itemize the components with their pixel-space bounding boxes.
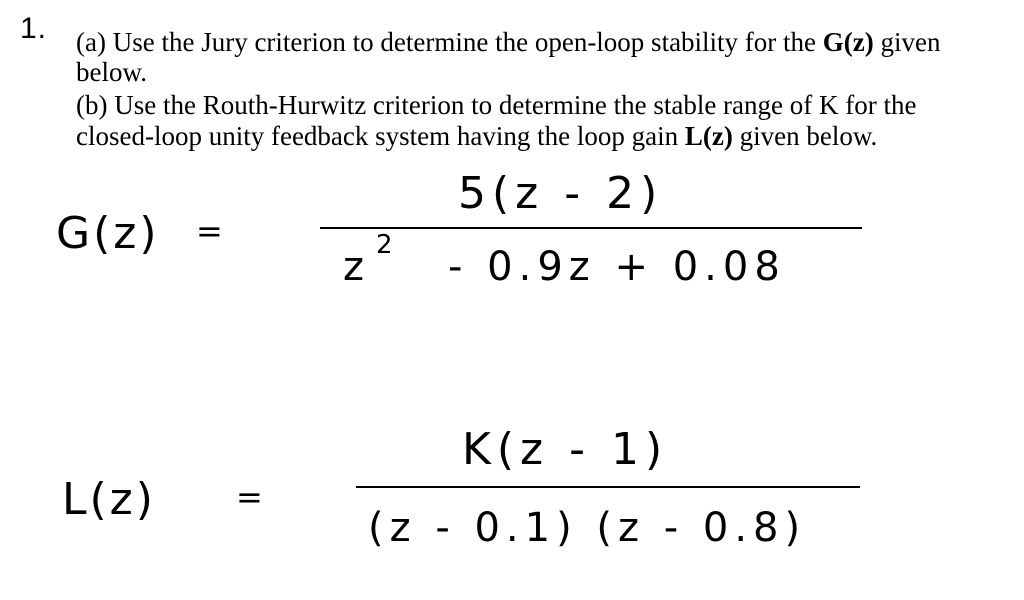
l-fraction-line bbox=[356, 486, 860, 488]
question-number: 1. bbox=[20, 12, 48, 45]
part-a-text: (a) Use the Jury criterion to determine the open-loop stability for the bbox=[76, 27, 823, 57]
part-a-line-1 bbox=[76, 26, 941, 58]
part-b-text: closed-loop unity feedback system having the loop gain bbox=[76, 121, 685, 151]
g-denominator-exponent: 2 bbox=[376, 230, 393, 260]
part-b-function: L(z) bbox=[684, 121, 733, 151]
part-a-text-end: given bbox=[873, 27, 941, 57]
l-denominator: (z - 0.1) (z - 0.8) bbox=[368, 505, 807, 551]
part-a-line-2: below. bbox=[76, 57, 147, 87]
g-equals: = bbox=[196, 212, 223, 250]
part-b-text-end: given below. bbox=[732, 121, 878, 151]
part-b-line-1: (b) Use the Routh-Hurwitz criterion to determine the stable range of K for the bbox=[76, 90, 917, 120]
l-lhs: L(z) bbox=[62, 474, 156, 525]
part-a-function: G(z) bbox=[822, 27, 874, 57]
g-numerator: 5(z - 2) bbox=[458, 168, 664, 219]
g-lhs: G(z) bbox=[56, 208, 160, 259]
g-denominator-base: z bbox=[343, 244, 370, 290]
g-fraction-line bbox=[320, 227, 862, 229]
l-equals: = bbox=[236, 478, 263, 516]
part-b-line-2 bbox=[76, 120, 877, 152]
g-denominator-rest: - 0.9z + 0.08 bbox=[448, 244, 786, 290]
l-numerator: K(z - 1) bbox=[462, 424, 669, 475]
